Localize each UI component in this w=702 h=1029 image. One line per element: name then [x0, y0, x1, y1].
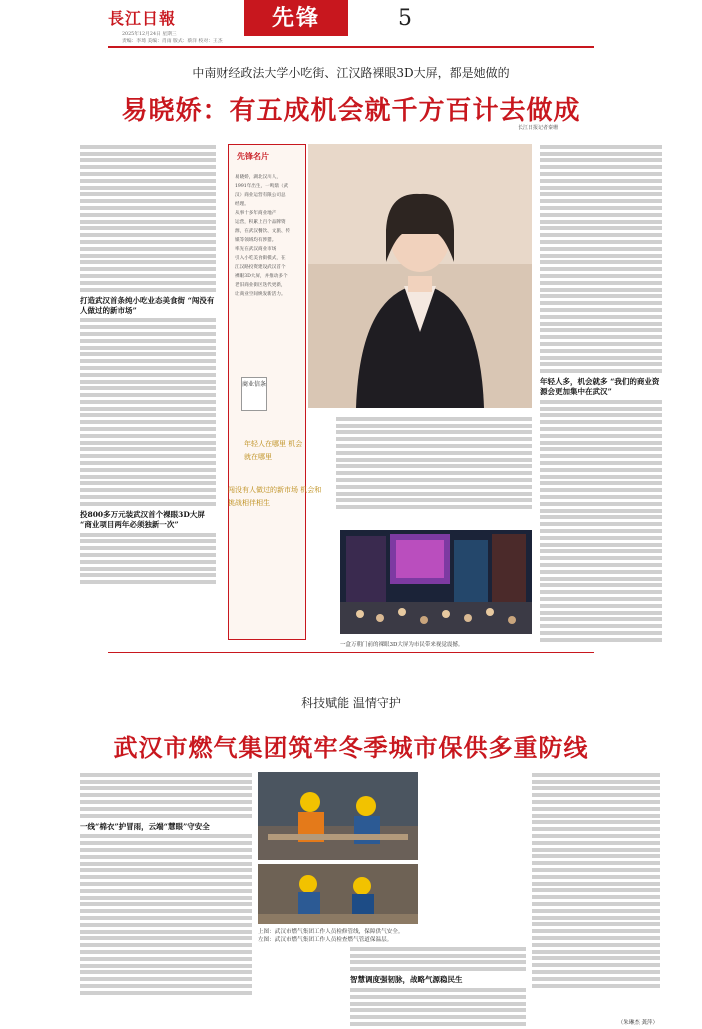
story1-column-right — [540, 142, 662, 645]
story1-column-mid — [336, 414, 532, 512]
pull-quote-2: 闯没有人做过的新市场 机会和挑战相伴相生 — [228, 486, 322, 507]
section-title: 先锋 — [244, 0, 348, 36]
story2-headline: 武汉市燃气集团筑牢冬季城市保供多重防线 — [113, 733, 589, 762]
story2-kicker: 科技赋能 温情守护 — [301, 696, 401, 710]
story1-subhead-3: 年轻人多，机会就多 “我们的商业资源会更加集中在武汉” — [540, 377, 660, 397]
header-meta — [122, 30, 223, 44]
night-street-photo — [340, 530, 532, 634]
maintenance-illustration — [258, 864, 418, 924]
badge-box: 商业信条 — [241, 377, 267, 411]
story2-column-right — [532, 770, 660, 990]
pipeline-photo — [258, 772, 418, 860]
header-rule — [108, 46, 594, 48]
portrait-illustration — [308, 144, 532, 408]
story2-column-mid — [350, 944, 526, 1029]
profile-text: 易晓娇，湖北汉川人， 1991年出生，一鸣鼎（武 汉）商业运营有限公司总 经理。 从事十多年商业地产 运营，积累上百个品牌资 源，在武汉餐饮、文旅、传 媒等领域均有涉猎。 率先在武汉商业市场 引入小吃美食街模式，在 江汉路投资建设武汉首个 裸眼3D大屏，并推动多个 老旧商业街区迭代更新， 让商业空间焕发新活力。 — [235, 175, 291, 297]
story2-column-left — [80, 770, 252, 998]
profile-sidebar — [228, 144, 306, 640]
story1-subhead-2: 投800多万元装武汉首个裸眼3D大屏 “商业项目两年必须独新一次” — [80, 509, 205, 529]
story1-kicker: 中南财经政法大学小吃街、江汉路裸眼3D大屏，都是她做的 — [192, 66, 510, 80]
masthead-logo: 長江日報 — [108, 9, 177, 28]
story1-headline: 易晓娇：有五成机会就千方百计去做成 — [121, 96, 581, 126]
maintenance-photo — [258, 864, 418, 924]
story1-subhead-1: 打造武汉首条纯小吃业态美食街 “闯没有人做过的新市场” — [80, 295, 215, 315]
story-divider — [108, 652, 594, 653]
night-street-illustration — [340, 530, 532, 634]
portrait-photo — [308, 144, 532, 408]
profile-title: 先锋名片 — [237, 151, 269, 161]
editors-line: 责编：李琦 美编：肖雨 版式：蔡洋 校对：王杰 — [122, 39, 223, 44]
story1-byline: 长江日报记者秦珊 — [518, 125, 559, 131]
pull-quote-1: 年轻人在哪里 机会就在哪里 — [244, 440, 303, 461]
story2-photo-caption: 上图：武汉市燃气集团工作人员检修管线，保障供气安全。 左图：武汉市燃气集团工作人员检查燃气管道保温层。 — [258, 929, 404, 943]
story2-subhead-1: 一线“棉衣”护冒雨，云端“慧眼”守安全 — [80, 821, 210, 831]
story2-credit: （朱琳杰 龚萍） — [617, 1020, 658, 1026]
page-number: 5 — [398, 6, 412, 31]
pipeline-illustration — [258, 772, 418, 860]
story2-subhead-2: 智慧调度强韧脉，战略气源稳民生 — [350, 975, 463, 985]
photo-caption: 一盒万朝门前的裸眼3D大屏为市民带来视觉震撼。 — [340, 642, 464, 648]
story1-column-left — [80, 142, 216, 587]
issue-date: 2025年12月24日 星期三 — [122, 32, 177, 37]
